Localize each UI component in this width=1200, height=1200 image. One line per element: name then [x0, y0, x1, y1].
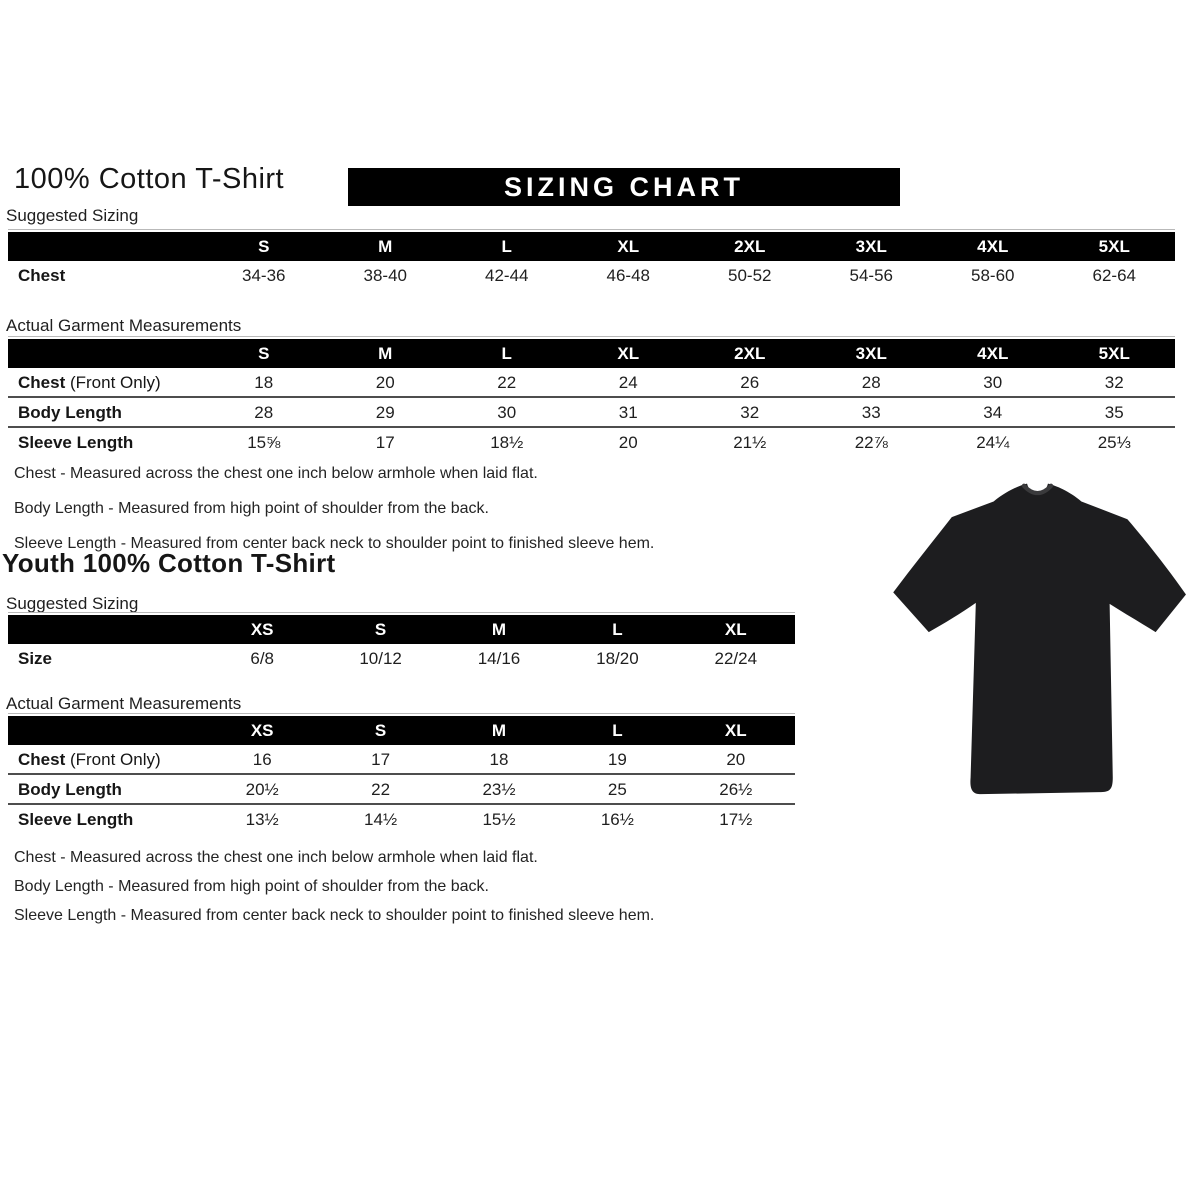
tshirt-image [880, 468, 1195, 813]
measurement-value: 46-48 [606, 265, 650, 285]
youth-suggested-sizing-label: Suggested Sizing [6, 594, 139, 613]
size-column-header: L [612, 620, 623, 639]
size-column-header: S [374, 721, 387, 740]
measurement-value: 33 [861, 402, 881, 422]
measurement-value: 28 [861, 372, 881, 392]
size-column-header: L [501, 344, 512, 363]
note-chest: Chest - Measured across the chest one inch below armhole when laid flat. [14, 465, 538, 482]
measurement-value: 22 [371, 779, 391, 799]
table-row [8, 644, 795, 672]
measurement-value: 30 [983, 372, 1003, 392]
black-tshirt-photo [880, 468, 1195, 813]
measurement-value: 17½ [719, 809, 753, 829]
measurement-value: 22/24 [714, 648, 758, 668]
measurement-value: 35 [1104, 402, 1124, 422]
note-sleeve-length: Sleeve Length - Measured from center back neck to shoulder point to finished sleeve hem. [14, 907, 655, 924]
table-row [8, 426, 1175, 456]
size-column-header: S [258, 344, 270, 363]
measurement-value: 18½ [490, 432, 524, 452]
size-column-header: L [612, 721, 623, 740]
measurement-value: 26 [740, 372, 760, 392]
measurement-value: 20 [726, 749, 746, 769]
measurement-value: 13½ [245, 809, 279, 829]
adult-measurement-notes [0, 456, 800, 561]
size-column-header: 5XL [1098, 344, 1130, 363]
measurement-value: 30 [497, 402, 517, 422]
measurement-value: 6/8 [250, 648, 275, 668]
row-label: Body Length [18, 402, 122, 422]
measurement-value: 16 [252, 749, 272, 769]
table-row [8, 368, 1175, 396]
size-column-header: S [258, 237, 270, 256]
measurement-value: 14/16 [477, 648, 521, 668]
size-column-header: 4XL [977, 344, 1009, 363]
size-column-header: XS [250, 721, 274, 740]
measurement-value: 32 [740, 402, 760, 422]
measurement-value: 42-44 [485, 265, 529, 285]
size-column-header: 2XL [734, 344, 766, 363]
size-column-header: M [378, 344, 393, 363]
measurement-value: 22 [497, 372, 517, 392]
measurement-value: 54-56 [849, 265, 893, 285]
note-chest: Chest - Measured across the chest one inch below armhole when laid flat. [14, 849, 538, 866]
size-column-header: XL [617, 344, 640, 363]
measurement-value: 24 [618, 372, 638, 392]
measurement-value: 17 [371, 749, 391, 769]
measurement-value: 17 [375, 432, 395, 452]
table-header-row [8, 716, 795, 745]
size-column-header: XL [724, 721, 747, 740]
measurement-value: 20½ [245, 779, 279, 799]
measurement-value: 34 [983, 402, 1003, 422]
measurement-value: 22⅞ [854, 432, 888, 452]
row-label: Chest (Front Only) [18, 749, 161, 769]
youth-actual-measurements-table [8, 713, 795, 833]
measurement-value: 15½ [482, 809, 516, 829]
measurement-value: 10/12 [359, 648, 402, 668]
measurement-value: 32 [1104, 372, 1124, 392]
measurement-value: 31 [618, 402, 638, 422]
note-sleeve-length: Sleeve Length - Measured from center back neck to shoulder point to finished sleeve hem. [14, 535, 655, 552]
measurement-value: 18 [489, 749, 509, 769]
youth-suggested-sizing-table [8, 612, 795, 672]
measurement-value: 19 [607, 749, 627, 769]
size-column-header: 4XL [977, 237, 1009, 256]
row-label: Body Length [18, 779, 122, 799]
size-column-header: XS [250, 620, 274, 639]
size-column-header: L [501, 237, 512, 256]
measurement-value: 38-40 [363, 265, 407, 285]
table-row [8, 773, 795, 803]
adult-suggested-sizing-label: Suggested Sizing [6, 206, 139, 225]
adult-actual-measurements-label: Actual Garment Measurements [6, 316, 242, 335]
sizing-chart-banner [348, 168, 900, 206]
youth-actual-measurements-label: Actual Garment Measurements [6, 694, 242, 713]
size-column-header: 3XL [855, 237, 887, 256]
sizing-chart-banner-label: SIZING CHART [504, 171, 744, 202]
row-label: Chest (Front Only) [18, 372, 161, 392]
measurement-value: 20 [618, 432, 638, 452]
table-header-row [8, 339, 1175, 368]
measurement-value: 18 [254, 372, 274, 392]
measurement-value: 20 [375, 372, 395, 392]
row-label: Size [18, 648, 53, 668]
measurement-value: 50-52 [728, 265, 772, 285]
measurement-value: 34-36 [242, 265, 286, 285]
measurement-value: 14½ [364, 809, 398, 829]
table-row [8, 803, 795, 833]
table-row [8, 261, 1175, 289]
size-column-header: 2XL [734, 237, 766, 256]
note-body-length: Body Length - Measured from high point of shoulder from the back. [14, 500, 489, 517]
note-body-length: Body Length - Measured from high point of shoulder from the back. [14, 878, 489, 895]
youth-section-title: Youth 100% Cotton T-Shirt [2, 548, 336, 578]
size-column-header: M [378, 237, 393, 256]
row-label: Chest [18, 265, 66, 285]
measurement-value: 18/20 [596, 648, 639, 668]
size-column-header: M [491, 721, 507, 740]
page-title: 100% Cotton T-Shirt [14, 163, 285, 195]
measurement-value: 26½ [719, 779, 753, 799]
adult-actual-measurements-table [8, 336, 1175, 456]
measurement-value: 23½ [482, 779, 516, 799]
measurement-value: 15⅝ [247, 432, 281, 452]
measurement-value: 25 [607, 779, 627, 799]
size-column-header: S [374, 620, 387, 639]
measurement-value: 16½ [600, 809, 634, 829]
measurement-value: 24¼ [976, 432, 1010, 452]
size-column-header: M [491, 620, 507, 639]
measurement-value: 25⅓ [1097, 432, 1131, 452]
measurement-value: 29 [375, 402, 395, 422]
measurement-value: 28 [254, 402, 274, 422]
measurement-value: 21½ [733, 432, 767, 452]
measurement-value: 58-60 [971, 265, 1015, 285]
size-column-header: 3XL [855, 344, 887, 363]
youth-measurement-notes [0, 843, 800, 930]
table-row [8, 396, 1175, 426]
size-column-header: XL [617, 237, 640, 256]
table-row [8, 745, 795, 773]
adult-suggested-sizing-table [8, 229, 1175, 289]
size-column-header: XL [724, 620, 747, 639]
table-header-row [8, 232, 1175, 261]
row-label: Sleeve Length [18, 432, 134, 452]
size-column-header: 5XL [1098, 237, 1130, 256]
table-header-row [8, 615, 795, 644]
row-label: Sleeve Length [18, 809, 134, 829]
measurement-value: 62-64 [1092, 265, 1136, 285]
